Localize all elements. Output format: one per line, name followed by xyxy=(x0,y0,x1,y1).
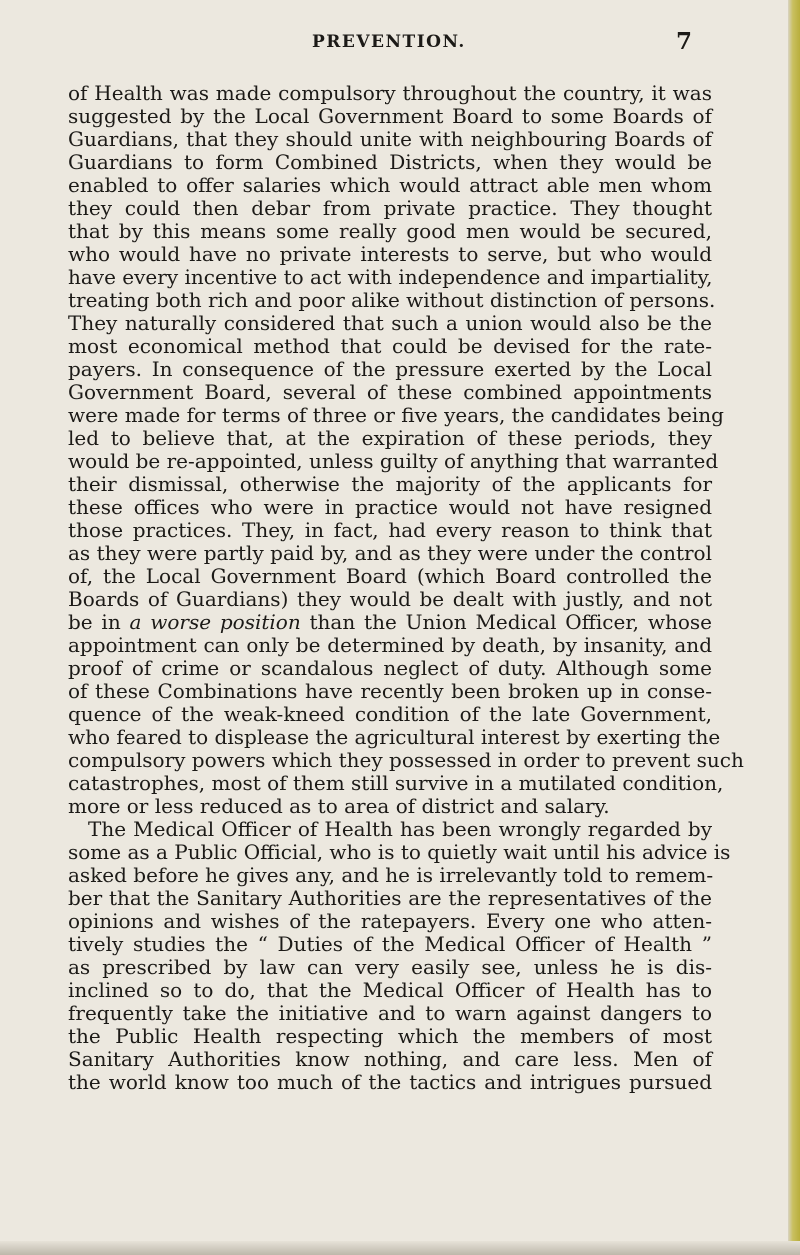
text-line: would be re-appointed, unless guilty of anything that warranted xyxy=(68,449,719,473)
running-head xyxy=(0,28,800,58)
text-line: were made for terms of three or five years, the candidates being xyxy=(68,403,724,427)
text-line: have every incentive to act with independence and impartiality, xyxy=(68,265,713,289)
text-line: they could then debar from private practice. They thought xyxy=(68,196,712,220)
text-line: The Medical Officer of Health has been wrongly regarded by xyxy=(88,817,712,841)
text-line: compulsory powers which they possessed in order to prevent such xyxy=(68,748,744,772)
text-line: the world know too much of the tactics and intrigues pursued xyxy=(68,1070,712,1094)
text-line: quence of the weak-kneed condition of the late Government, xyxy=(68,702,712,726)
text-line: Government Board, several of these combined appointments xyxy=(68,380,712,404)
text-line: inclined so to do, that the Medical Officer of Health has to xyxy=(68,978,712,1002)
page-edge-right xyxy=(788,0,800,1255)
text-line: these offices who were in practice would not have resigned xyxy=(68,495,712,519)
text-line: their dismissal, otherwise the majority of the applicants for xyxy=(68,472,712,496)
text-line: payers. In consequence of the pressure exerted by the Local xyxy=(68,357,712,381)
text-line: catastrophes, most of them still survive in a mutilated condition, xyxy=(68,771,724,795)
page-number: 7 xyxy=(676,28,693,55)
text-line: some as a Public Official, who is to quietly wait until his advice is xyxy=(68,840,731,864)
text-line: They naturally considered that such a union would also be the xyxy=(68,311,712,335)
text-line xyxy=(68,611,712,634)
text-segment: than the Union Medical Officer, whose xyxy=(300,610,712,634)
text-line: who feared to displease the agricultural interest by exerting the xyxy=(68,725,721,749)
text-line: Sanitary Authorities know nothing, and care less. Men of xyxy=(68,1047,712,1071)
text-line: that by this means some really good men would be secured, xyxy=(68,219,712,243)
body-text xyxy=(68,81,744,1094)
text-line: most economical method that could be devised for the rate- xyxy=(68,334,712,358)
text-line: of Health was made compulsory throughout the country, it was xyxy=(68,81,712,105)
page-edge-bottom xyxy=(0,1241,800,1255)
text-line: who would have no private interests to serve, but who would xyxy=(68,242,712,266)
text-line: of, the Local Government Board (which Board controlled the xyxy=(68,564,712,588)
text-line: suggested by the Local Government Board to some Boards of xyxy=(68,104,712,128)
text-line: Guardians to form Combined Districts, when they would be xyxy=(68,150,712,174)
text-line: the Public Health respecting which the members of most xyxy=(68,1024,712,1048)
text-line: tively studies the “ Duties of the Medical Officer of Health ” xyxy=(68,932,712,956)
italic-phrase: a worse position xyxy=(129,610,301,634)
text-line: ber that the Sanitary Authorities are the representatives of the xyxy=(68,886,712,910)
text-line: led to believe that, at the expiration of these periods, they xyxy=(68,426,712,450)
text-line: frequently take the initiative and to warn against dangers to xyxy=(68,1001,712,1025)
text-segment: be in xyxy=(68,610,130,634)
text-line: appointment can only be determined by death, by insanity, and xyxy=(68,633,712,657)
text-line: those practices. They, in fact, had every reason to think that xyxy=(68,518,712,542)
text-line: asked before he gives any, and he is irrelevantly told to remem- xyxy=(68,863,714,887)
text-line: as they were partly paid by, and as they were under the control xyxy=(68,541,712,565)
text-line: Boards of Guardians) they would be dealt with justly, and not xyxy=(68,587,712,611)
text-line: as prescribed by law can very easily see, unless he is dis- xyxy=(68,955,712,979)
text-line: more or less reduced as to area of district and salary. xyxy=(68,794,610,818)
text-line: proof of crime or scandalous neglect of duty. Although some xyxy=(68,656,712,680)
text-line: of these Combinations have recently been broken up in conse- xyxy=(68,679,712,703)
text-line: treating both rich and poor alike without distinction of persons. xyxy=(68,288,716,312)
text-line: Guardians, that they should unite with neighbouring Boards of xyxy=(68,127,712,151)
text-line: opinions and wishes of the ratepayers. Every one who atten- xyxy=(68,909,712,933)
running-title: PREVENTION. xyxy=(312,32,466,52)
text-line: enabled to offer salaries which would attract able men whom xyxy=(68,173,712,197)
